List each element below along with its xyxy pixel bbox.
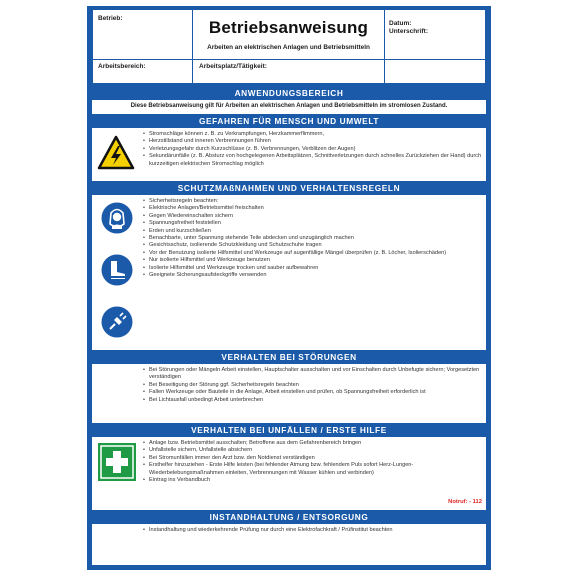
schutz-box xyxy=(92,195,486,350)
list-item: • Gegen Wiedereinschalten sichern xyxy=(142,213,483,220)
anwendungsbereich-text: Diese Betriebsanweisung gilt für Arbeiten an elektrischen Anlagen und Betriebsmitteln im stromlosen Zustand. xyxy=(130,103,448,109)
operating-instruction-sheet xyxy=(87,6,491,570)
list-item: • Unfallstelle sichern, Unfallstelle absichern xyxy=(142,447,483,454)
unfaelle-list xyxy=(142,440,483,484)
section-title-anwendungsbereich: ANWENDUNGSBEREICH xyxy=(92,88,486,99)
schutz-list xyxy=(142,198,483,279)
list-item: • Benachbarte, unter Spannung stehende Teile abdecken und unzugänglich machen xyxy=(142,235,483,242)
gefahren-list xyxy=(142,131,483,168)
list-item: • Bei Beseitigung der Störung ggf. Sicherheitsregeln beachten xyxy=(142,382,483,389)
page-subtitle: Arbeiten an elektrischen Anlagen und Betriebsmitteln xyxy=(207,44,370,51)
list-item: • Sicherheitsregeln beachten: xyxy=(142,198,483,205)
section-title-stoerungen: VERHALTEN BEI STÖRUNGEN xyxy=(92,352,486,363)
list-item: • Ersthelfer hinzuziehen - Erste Hilfe leisten (bei fehlender Atmung bzw. fehlendem Puls sofort Herz-Lungen-Wiederbelebungsmaßnahmen einleiten, Verbrennungen mit Wasser kühlen und verbinden) xyxy=(142,462,483,477)
list-item: • Erden und kurzschließen xyxy=(142,228,483,235)
list-item: • Instandhaltung und wiederkehrende Prüfung nur durch eine Elektrofachkraft / Prüfinstitut beachten xyxy=(142,527,483,534)
betrieb-cell xyxy=(93,10,193,60)
anwendungsbereich-box xyxy=(92,100,486,114)
list-item: • Vor der Benutzung isolierte Hilfsmittel und Werkzeuge auf augenfällige Mängel überprüfen (z. B. Löcher, Isolierschäden) xyxy=(142,250,483,257)
gefahren-box xyxy=(92,128,486,181)
list-item: • Stromschläge können z. B. zu Verkrampfungen, Herzkammerflimmern, xyxy=(142,131,483,138)
arbeitsplatz-cell xyxy=(193,60,385,84)
list-item: • Geeignete Sicherungsaufsteckgriffe verwenden xyxy=(142,272,483,279)
datum-label: Datum: xyxy=(389,20,412,27)
list-item: • Sekundärunfälle (z. B. Absturz von hochgelegenen Arbeitsplätzen, Schnittverletzungen durch schnelles Zurückziehen der Hand) durch kurzzeitigen elektrischen Stromschlag möglich xyxy=(142,153,483,168)
arbeitsplatz-label: Arbeitsplatz/Tätigkeit: xyxy=(199,63,267,70)
first-aid-icon xyxy=(98,443,136,481)
face-shield-icon xyxy=(101,202,133,234)
list-item: • Anlage bzw. Betriebsmittel ausschalten; Betroffene aus dem Gefahrenbereich bringen xyxy=(142,440,483,447)
list-item: • Bei Lichtausfall unbedingt Arbeit unterbrechen xyxy=(142,397,483,404)
stoerungen-list xyxy=(142,367,483,404)
list-item: • Verletzungsgefahr durch Kurzschlüsse (z. B. Verbrennungen, Verblitzen der Augen) xyxy=(142,146,483,153)
notruf-number: Notruf: - 112 xyxy=(448,499,482,505)
list-item: • Spannungsfreiheit feststellen xyxy=(142,220,483,227)
electric-warning-icon xyxy=(97,135,135,171)
header-block xyxy=(92,9,486,84)
list-item: • Gesichtsschutz, isolierende Schutzkleidung und Schutzschuhe tragen xyxy=(142,242,483,249)
section-title-unfaelle: VERHALTEN BEI UNFÄLLEN / ERSTE HILFE xyxy=(92,425,486,436)
instandhaltung-list xyxy=(142,527,483,534)
datum-cell xyxy=(385,10,486,60)
betrieb-label: Betrieb: xyxy=(98,15,123,22)
arbeitsbereich-cell xyxy=(93,60,193,84)
title-cell xyxy=(193,10,385,60)
section-title-instandhaltung: INSTANDHALTUNG / ENTSORGUNG xyxy=(92,512,486,523)
section-title-schutz: SCHUTZMAßNAHMEN UND VERHALTENSREGELN xyxy=(92,183,486,194)
page-title: Betriebsanweisung xyxy=(208,18,369,37)
list-item: • Eintrag ins Verbandbuch xyxy=(142,477,483,484)
safety-boots-icon xyxy=(101,254,133,286)
instandhaltung-box xyxy=(92,524,486,565)
list-item: • Herzstillstand und inneren Verbrennungen führen xyxy=(142,138,483,145)
list-item: • Elektrische Anlagen/Betriebsmittel freischalten xyxy=(142,205,483,212)
arbeitsbereich-label: Arbeitsbereich: xyxy=(98,63,146,70)
disconnect-mains-icon xyxy=(101,306,133,338)
list-item: • Fallen Werkzeuge oder Bauteile in die Anlage, Arbeit einstellen und prüfen, ob Spannungsfreiheit erforderlich ist xyxy=(142,389,483,396)
list-item: • Bei Störungen oder Mängeln Arbeit einstellen, Hauptschalter ausschalten und vor Einschalten durch Unbefugte sichern; Vorgesetzten verständigen xyxy=(142,367,483,382)
section-title-gefahren: GEFAHREN FÜR MENSCH UND UMWELT xyxy=(92,116,486,127)
unfaelle-box xyxy=(92,437,486,510)
unterschrift-label: Unterschrift: xyxy=(389,28,429,35)
list-item: • Bei Stromunfällen immer den Arzt bzw. den Notdienst verständigen xyxy=(142,455,483,462)
list-item: • Isolierte Hilfsmittel und Werkzeuge trocken und sauber aufbewahren xyxy=(142,265,483,272)
stoerungen-box xyxy=(92,364,486,423)
list-item: • Nur isolierte Hilfsmittel und Werkzeuge benutzen xyxy=(142,257,483,264)
